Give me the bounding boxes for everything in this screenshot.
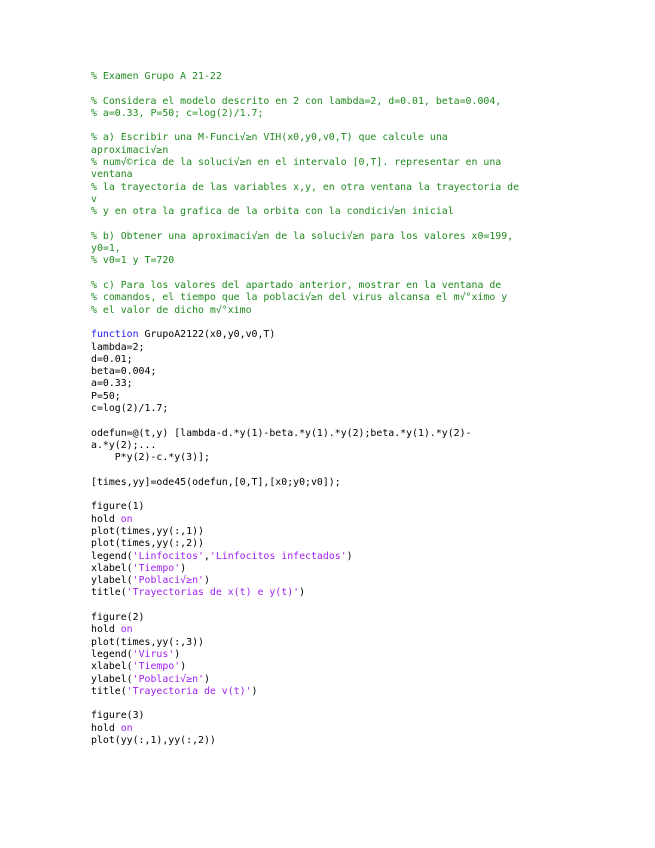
code-text: hold	[91, 513, 121, 525]
code-line	[91, 526, 571, 538]
code-text: [times,yy]=ode45(odefun,[0,T],[x0;y0;v0]);	[91, 476, 341, 488]
string-token: 'Poblaci√≥n'	[132, 575, 204, 587]
comment-text: aproximaci√≥n	[91, 144, 169, 156]
code-line	[91, 551, 571, 563]
string-token: 'Trayectoria de v(t)'	[126, 685, 252, 697]
comment-text: % la trayectoria de las variables x,y, en otra ventana la trayectoria de	[91, 181, 520, 193]
string-token: 'Linfocitos infectados'	[209, 550, 347, 562]
comment-line	[91, 206, 571, 218]
comment-text: % comandos, el tiempo que la poblaci√≥n del virus alcansa el m√°ximo y	[91, 292, 508, 304]
comment-line	[91, 280, 571, 292]
code-line	[91, 538, 571, 550]
code-line	[91, 674, 571, 686]
comment-line	[91, 71, 571, 83]
code-line	[91, 501, 571, 513]
code-text: d=0.01;	[91, 353, 133, 365]
keyword-token: function	[91, 329, 139, 341]
blank-line	[91, 120, 571, 132]
code-text: )	[346, 550, 353, 562]
comment-text: % y en otra la grafica de la orbita con la condici√≥n inicial	[91, 206, 454, 218]
code-text: ylabel(	[91, 673, 133, 685]
code-text: )	[174, 648, 181, 660]
code-line	[91, 710, 571, 722]
comment-text: % num√©rica de la soluci√≥n en el intervalo [0,T]. representar en una	[91, 157, 502, 169]
code-text: xlabel(	[91, 562, 133, 574]
code-line	[91, 354, 571, 366]
code-line	[91, 428, 571, 440]
comment-text: % b) Obtener una aproximaci√≥n de la soluci√≥n para los valores x0=199,	[91, 230, 514, 242]
code-text: plot(times,yy(:,3))	[91, 636, 204, 648]
string-token: 'Tiempo'	[132, 562, 181, 574]
code-text: P=50;	[91, 390, 121, 402]
blank-line	[91, 465, 571, 477]
comment-line	[91, 108, 571, 120]
comment-text: % v0=1 y T=720	[91, 255, 175, 267]
code-text: )	[180, 661, 187, 673]
code-text: )	[203, 673, 210, 685]
comment-line	[91, 255, 571, 267]
blank-line	[91, 415, 571, 427]
code-line	[91, 440, 571, 452]
code-line	[91, 723, 571, 735]
blank-line	[91, 698, 571, 710]
code-line	[91, 637, 571, 649]
code-text: )	[251, 685, 258, 697]
code-line	[91, 649, 571, 661]
string-token: 'Virus'	[132, 648, 175, 660]
comment-text: v	[91, 193, 97, 205]
code-text: GrupoA2122(x0,y0,v0,T)	[138, 329, 276, 341]
code-line	[91, 403, 571, 415]
code-text: )	[180, 562, 187, 574]
code-text: lambda=2;	[91, 341, 145, 353]
comment-line	[91, 231, 571, 243]
code-text: figure(3)	[91, 710, 145, 722]
code-line	[91, 563, 571, 575]
code-text: legend(	[91, 550, 133, 562]
code-text: title(	[91, 685, 127, 697]
string-token: on	[120, 722, 133, 734]
blank-line	[91, 83, 571, 95]
code-line	[91, 514, 571, 526]
comment-text: y0=1,	[91, 243, 121, 255]
comment-text: % el valor de dicho m√°ximo	[91, 304, 252, 316]
string-token: 'Tiempo'	[132, 661, 181, 673]
code-line	[91, 452, 571, 464]
string-token: 'Poblaci√≥n'	[132, 673, 204, 685]
code-text: ,	[203, 550, 210, 562]
comment-line	[91, 157, 571, 169]
code-text: plot(times,yy(:,1))	[91, 525, 204, 537]
code-text: plot(yy(:,1),yy(:,2))	[91, 735, 216, 747]
code-text: a.*y(2);...	[91, 439, 157, 451]
comment-text: % Considera el modelo descrito en 2 con lambda=2, d=0.01, beta=0.004,	[91, 95, 502, 107]
comment-line	[91, 305, 571, 317]
code-line	[91, 661, 571, 673]
string-token: on	[120, 513, 133, 525]
code-text: xlabel(	[91, 661, 133, 673]
code-text: odefun=@(t,y) [lambda-d.*y(1)-beta.*y(1).*y(2);beta.*y(1).*y(2)-	[91, 427, 472, 439]
code-text: hold	[91, 722, 121, 734]
code-text: title(	[91, 587, 127, 599]
comment-text: % c) Para los valores del apartado anterior, mostrar en la ventana de	[91, 280, 502, 292]
code-line	[91, 624, 571, 636]
code-text: )	[203, 575, 210, 587]
blank-line	[91, 489, 571, 501]
code-listing	[91, 71, 571, 747]
code-line	[91, 686, 571, 698]
comment-text: % a) Escribir una M-Funci√≥n VIH(x0,y0,v0,T) que calcule una	[91, 132, 448, 144]
string-token: 'Trayectorias de x(t) e y(t)'	[126, 587, 300, 599]
code-line	[91, 587, 571, 599]
code-line	[91, 391, 571, 403]
code-text: c=log(2)/1.7;	[91, 403, 169, 415]
comment-text: % a=0.33, P=50; c=log(2)/1.7;	[91, 107, 264, 119]
comment-line	[91, 96, 571, 108]
code-text: plot(times,yy(:,2))	[91, 538, 204, 550]
comment-text: ventana	[91, 169, 133, 181]
comment-line	[91, 182, 571, 194]
code-line	[91, 575, 571, 587]
code-line	[91, 477, 571, 489]
blank-line	[91, 317, 571, 329]
code-line	[91, 329, 571, 341]
blank-line	[91, 268, 571, 280]
code-line	[91, 378, 571, 390]
code-text: P*y(2)-c.*y(3)];	[91, 452, 210, 464]
code-line	[91, 612, 571, 624]
comment-line	[91, 145, 571, 157]
code-line	[91, 366, 571, 378]
comment-line	[91, 132, 571, 144]
code-text: a=0.33;	[91, 378, 133, 390]
code-text: legend(	[91, 648, 133, 660]
comment-line	[91, 292, 571, 304]
code-line	[91, 342, 571, 354]
code-text: )	[299, 587, 306, 599]
code-line	[91, 735, 571, 747]
string-token: 'Linfocitos'	[132, 550, 204, 562]
code-text: beta=0.004;	[91, 366, 157, 378]
string-token: on	[120, 624, 133, 636]
blank-line	[91, 600, 571, 612]
code-text: figure(2)	[91, 612, 145, 624]
blank-line	[91, 219, 571, 231]
comment-line	[91, 169, 571, 181]
comment-text: % Examen Grupo A 21-22	[91, 71, 222, 82]
code-text: hold	[91, 624, 121, 636]
code-text: figure(1)	[91, 501, 145, 513]
comment-line	[91, 194, 571, 206]
code-text: ylabel(	[91, 575, 133, 587]
comment-line	[91, 243, 571, 255]
